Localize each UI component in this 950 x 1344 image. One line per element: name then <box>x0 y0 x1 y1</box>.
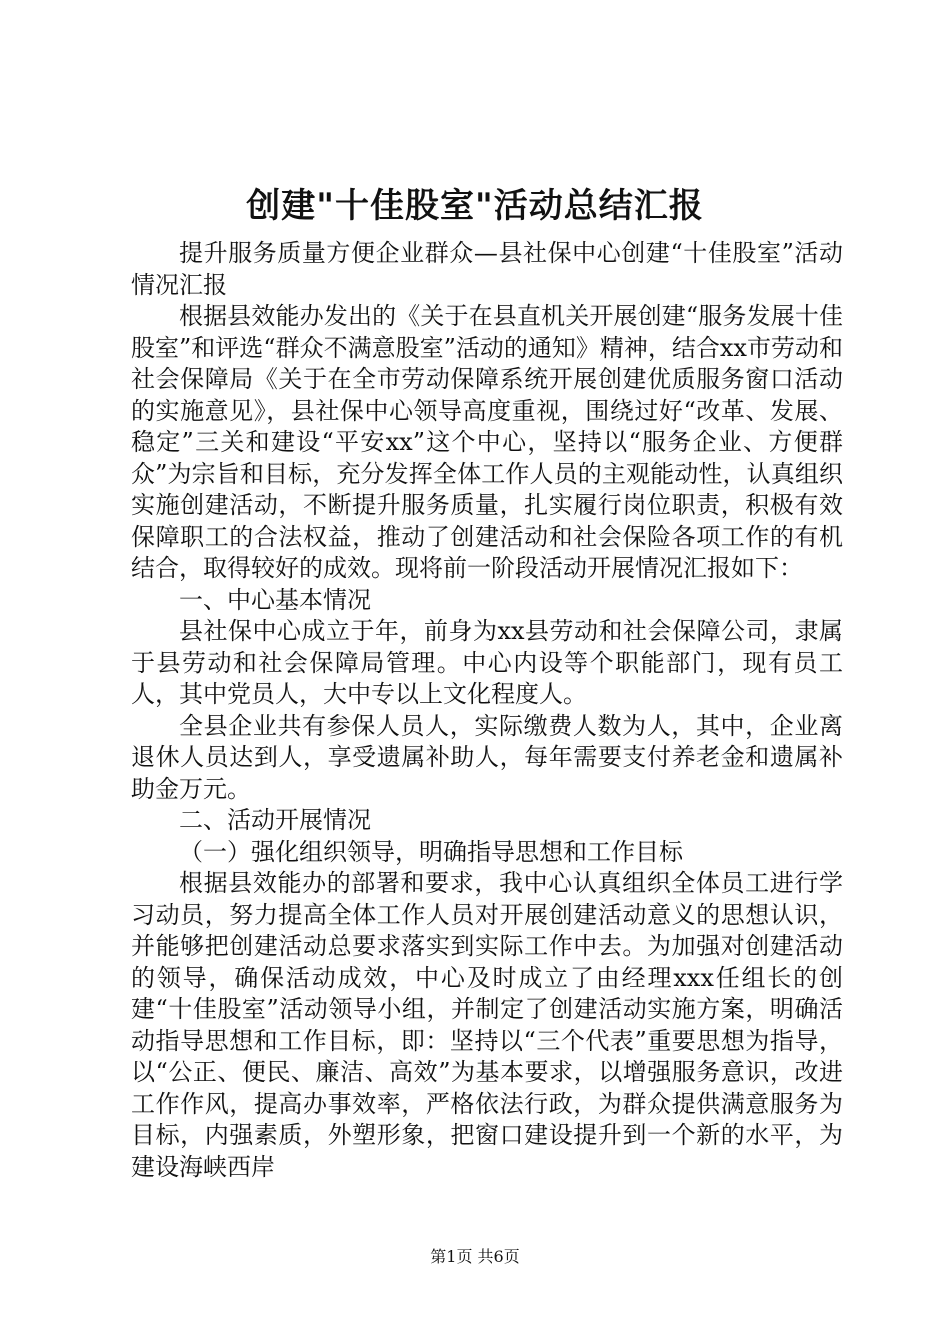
paragraph-insured-info: 全县企业共有参保人员人，实际缴费人数为人，其中，企业离退休人员达到人，享受遗属补助人，每年需要支付养老金和遗属补助金万元。 <box>131 711 843 803</box>
document-body <box>131 238 843 1183</box>
document-title: 创建"十佳股室"活动总结汇报 <box>246 186 704 226</box>
section-heading-basic-info: 一、中心基本情况 <box>179 585 371 614</box>
paragraph-leadership: 根据县效能办的部署和要求，我中心认真组织全体员工进行学习动员，努力提高全体工作人员对开展创建活动意义的思想认识，并能够把创建活动总要求落实到实际工作中去。为加强对创建活动的领导，确保活动成效，中心及时成立了由经理xxx任组长的创建“十佳股室”活动领导小组，并制定了创建活动实施方案，明确活动指导思想和工作目标，即：坚持以“三个代表”重要思想为指导，以“公正、便民、廉洁、高效”为基本要求，以增强服务意识，改进工作作风，提高办事效率，严格依法行政，为群众提供满意服务为目标，内强素质，外塑形象，把窗口建设提升到一个新的水平，为建设海峡西岸 <box>131 869 843 1181</box>
paragraph-subtitle: 提升服务质量方便企业群众—县社保中心创建“十佳股室”活动情况汇报 <box>131 239 843 299</box>
paragraph-intro: 根据县效能办发出的《关于在县直机关开展创建“服务发展十佳股室”和评选“群众不满意股室”活动的通知》精神，结合xx市劳动和社会保障局《关于在全市劳动保障系统开展创建优质服务窗口活动的实施意见》，县社保中心领导高度重视，围绕过好“改革、发展、稳定”三关和建设“平安xx”这个中心，坚持以“服务企业、方便群众”为宗旨和目标，充分发挥全体工作人员的主观能动性，认真组织实施创建活动，不断提升服务质量，扎实履行岗位职责，积极有效保障职工的合法权益，推动了创建活动和社会保险各项工作的有机结合，取得较好的成效。现将前一阶段活动开展情况汇报如下： <box>131 302 843 582</box>
page-indicator: 第1页 共6页 <box>430 1247 520 1266</box>
subsection-heading-leadership: （一）强化组织领导，明确指导思想和工作目标 <box>179 837 683 866</box>
paragraph-center-info: 县社保中心成立于年，前身为xx县劳动和社会保障公司，隶属于县劳动和社会保障局管理。中心内设等个职能部门，现有员工人，其中党员人，大中专以上文化程度人。 <box>131 617 843 708</box>
section-heading-activities: 二、活动开展情况 <box>179 806 371 834</box>
